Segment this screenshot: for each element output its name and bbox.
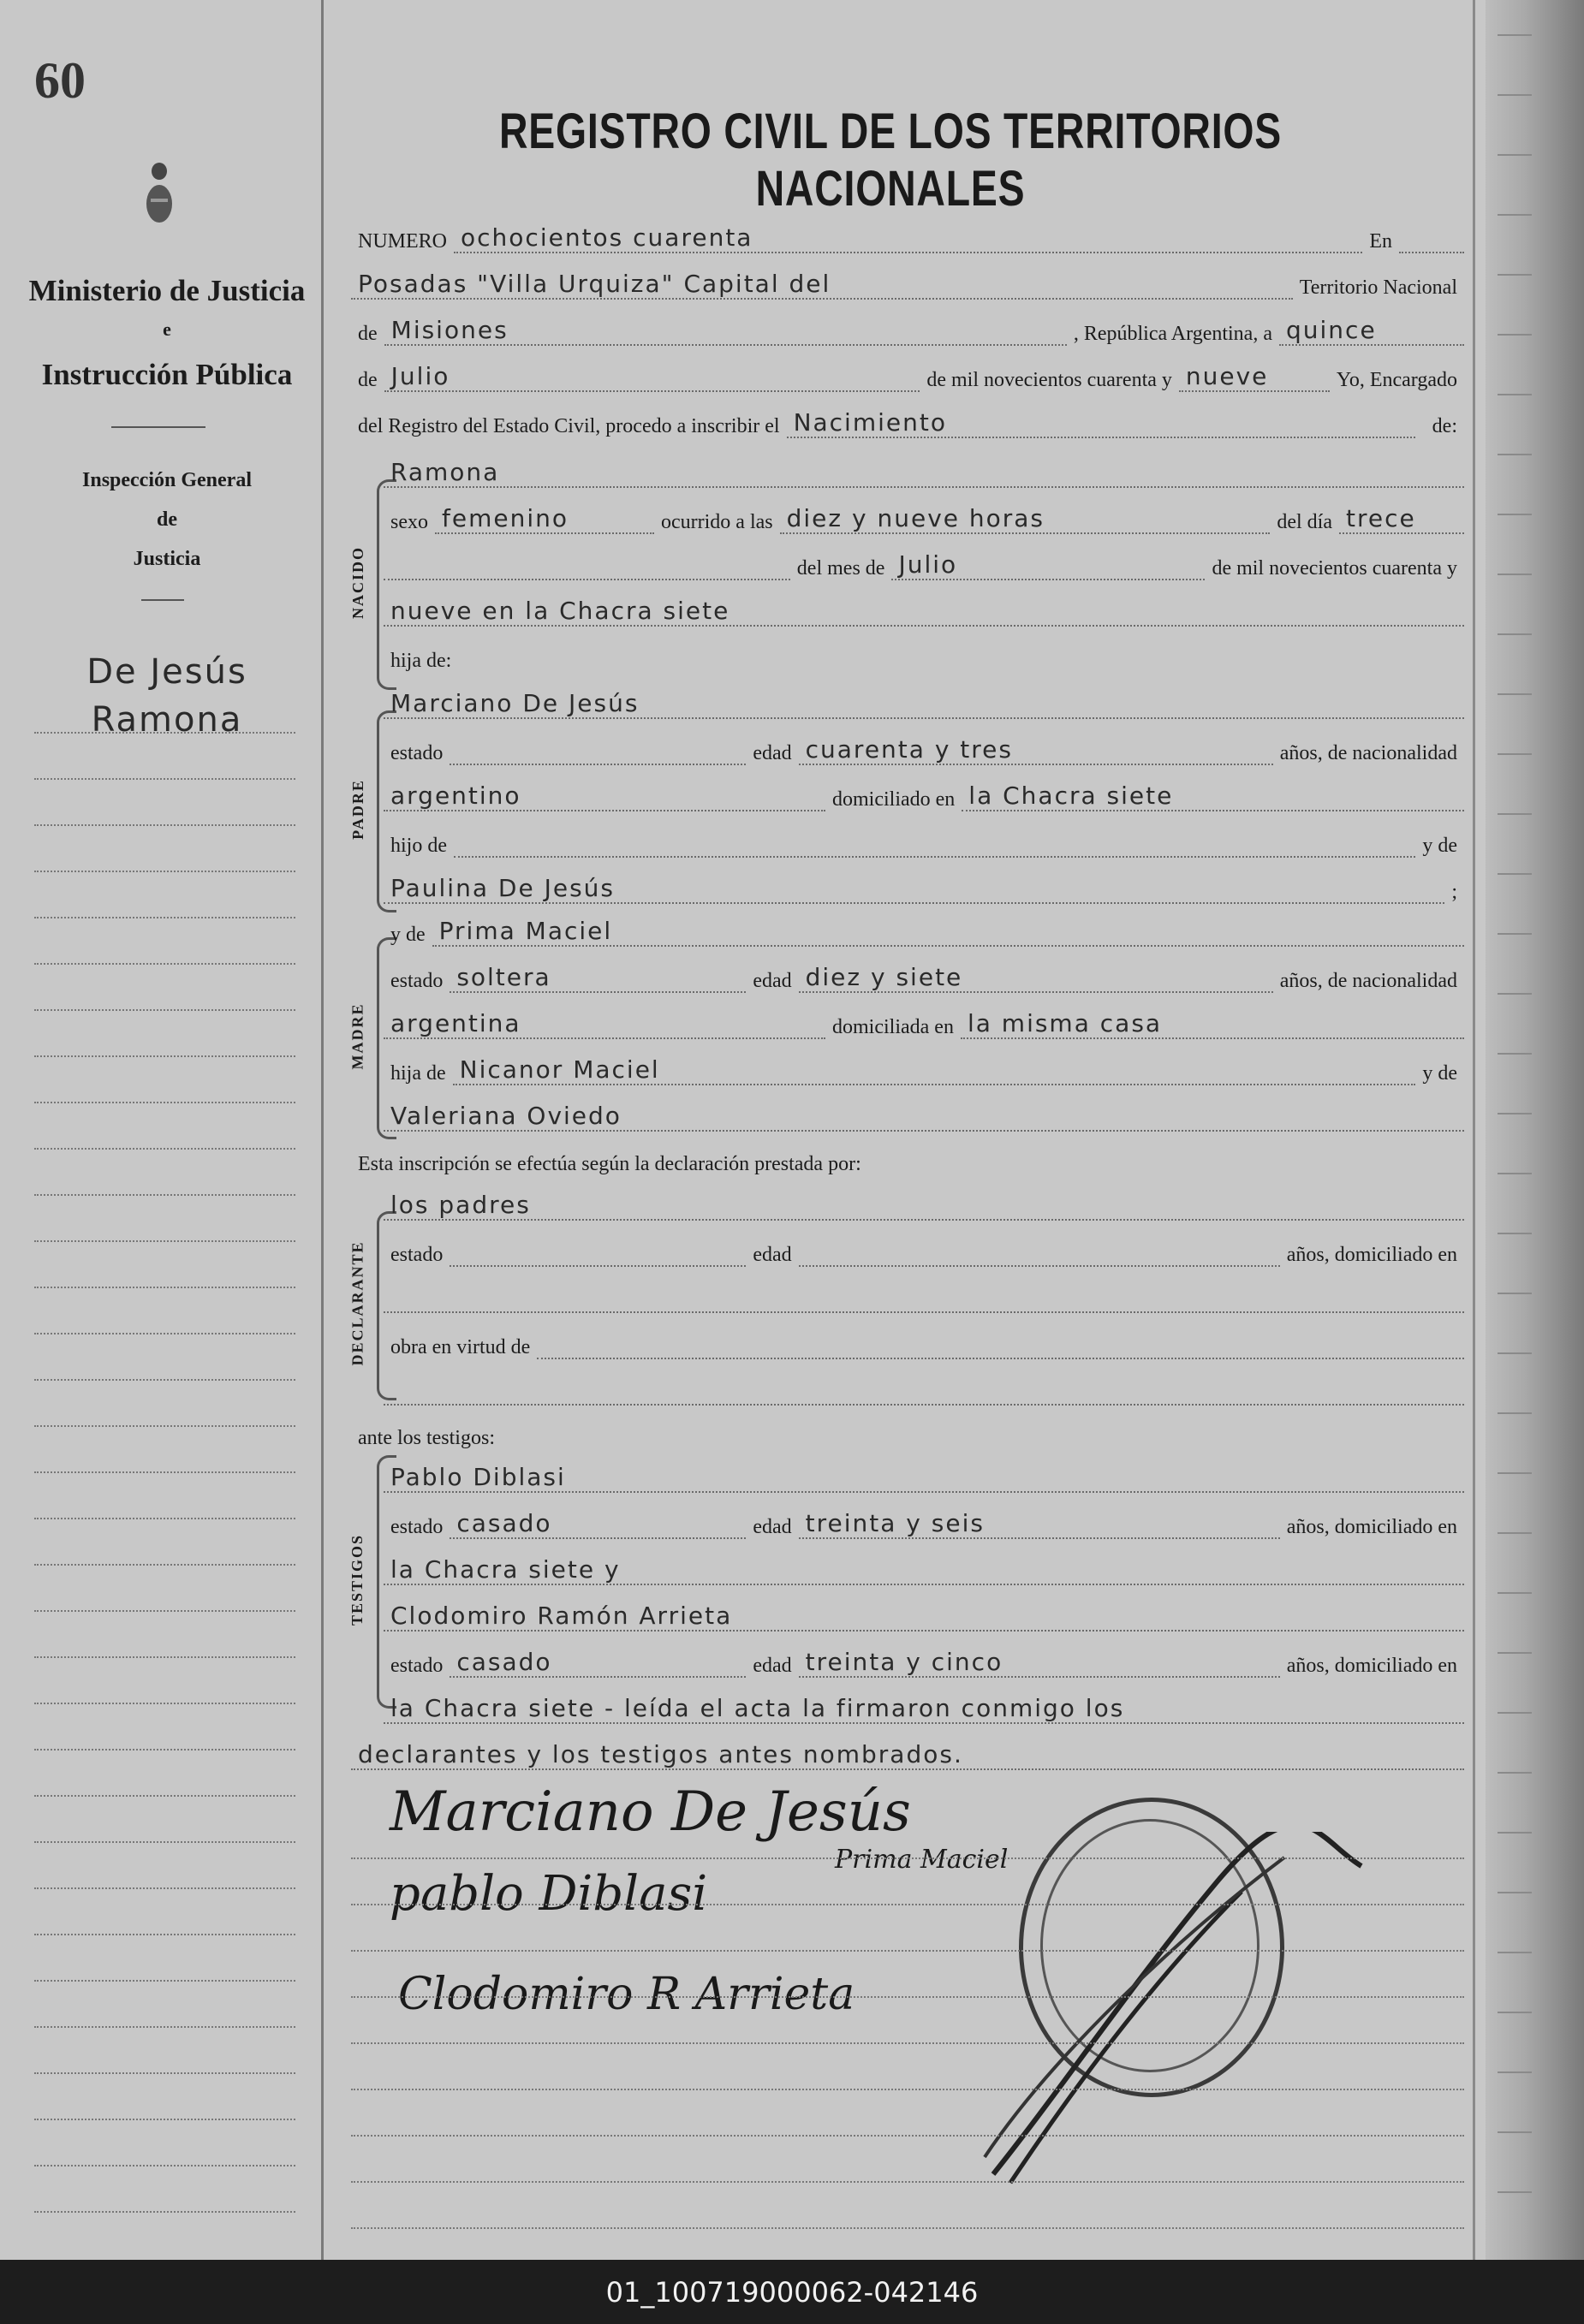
margin-rule (34, 2165, 295, 2166)
birth-year-place: nueve en la Chacra siete (384, 592, 1464, 627)
margin-rule (34, 1194, 295, 1196)
margin-rule (34, 2211, 295, 2213)
witness2-estado: casado (450, 1643, 746, 1678)
edge-mark (1498, 274, 1532, 276)
declarante-blank-row-2 (384, 1368, 1464, 1406)
signature-rule (351, 1857, 1464, 1859)
edge-mark (1498, 394, 1532, 395)
sex-value: femenino (435, 500, 654, 534)
numero-row: NUMERO ochocientos cuarenta En (351, 216, 1464, 253)
edge-mark (1498, 933, 1532, 935)
margin-rule (34, 824, 295, 826)
margin-rule (34, 1009, 295, 1011)
declarante-blank-row (384, 1275, 1464, 1313)
edge-mark (1498, 1233, 1532, 1234)
edge-mark (1498, 2131, 1532, 2133)
margin-rule (34, 2072, 295, 2074)
margin-given-name: Ramona (91, 700, 243, 740)
margin-rule (34, 1240, 295, 1242)
edge-mark (1498, 34, 1532, 36)
margin-rule (34, 1749, 295, 1750)
margin-rule (34, 1656, 295, 1658)
witness1-age: treinta y seis (799, 1505, 1280, 1539)
witness2-age: treinta y cinco (799, 1643, 1280, 1678)
nacido-year-row (384, 589, 1464, 627)
page-title: REGISTRO CIVIL DE LOS TERRITORIOS NACIONALES (498, 104, 1283, 217)
edge-mark (1498, 1832, 1532, 1834)
margin-rule (34, 2026, 295, 2028)
father-name: Marciano De Jesús (384, 685, 1464, 719)
edge-mark (1498, 633, 1532, 635)
act-row: del Registro del Estado Civil, procedo a inscribir el Nacimiento de: (351, 401, 1464, 438)
witness1-name: Pablo Diblasi (384, 1459, 1464, 1493)
madre-name-row: y de Prima Maciel (384, 909, 1464, 947)
margin-rule (34, 1703, 295, 1704)
closing-row (351, 1733, 1464, 1770)
margin-rule (34, 1610, 295, 1612)
signature-rule (351, 2227, 1464, 2229)
margin-rule (34, 1102, 295, 1103)
mother-name: Prima Maciel (432, 912, 1464, 947)
edge-mark (1498, 1952, 1532, 1953)
margin-rule (34, 1934, 295, 1935)
territory-value: Misiones (384, 312, 1067, 346)
margin-rule (34, 1887, 295, 1889)
folio-number: 60 (34, 52, 86, 109)
witness1-estado-row: estado casado edad treinta y seis años, domiciliado en (384, 1501, 1464, 1539)
margin-rule (34, 1148, 295, 1150)
margin-rule (34, 1795, 295, 1797)
numero-value: ochocientos cuarenta (454, 219, 1362, 253)
signature-rule (351, 2181, 1464, 2183)
witness1-estado: casado (450, 1505, 746, 1539)
edge-mark (1498, 1472, 1532, 1474)
closing-text: declarantes y los testigos antes nombrados. (351, 1736, 1464, 1770)
margin-surname: De Jesús (86, 652, 247, 692)
nacido-month-row: del mes de Julio de mil novecientos cuarenta y (384, 543, 1464, 580)
edge-mark (1498, 1652, 1532, 1654)
padre-name-row (384, 681, 1464, 719)
act-value: Nacimiento (787, 404, 1415, 438)
margin-rule (34, 871, 295, 872)
witness2-domicile-row (384, 1686, 1464, 1724)
edge-mark (1498, 334, 1532, 336)
territory-row: de Misiones , República Argentina, a quince (351, 308, 1464, 346)
edge-mark (1498, 1113, 1532, 1114)
coat-of-arms-icon (144, 159, 175, 226)
madre-nationality-row: argentina domiciliada en la misma casa (384, 1002, 1464, 1039)
mother-domicile: la misma casa (961, 1005, 1464, 1039)
edge-mark (1498, 154, 1532, 156)
edge-mark (1498, 873, 1532, 875)
right-border (1473, 0, 1475, 2260)
declarante-value-row (384, 1183, 1464, 1221)
madre-estado-row: estado soltera edad diez y siete años, de nacionalidad (384, 955, 1464, 993)
mother-estado: soltera (450, 959, 746, 993)
margin-divider-short-2 (141, 599, 184, 601)
margin-rule (34, 1333, 295, 1334)
signature-rule (351, 1950, 1464, 1952)
signature-mother: Prima Maciel (835, 1845, 1009, 1875)
witness1-domicile-row (384, 1548, 1464, 1585)
signature-rule (351, 1904, 1464, 1905)
edge-mark (1498, 454, 1532, 455)
place-value: Posadas "Villa Urquiza" Capital del (351, 265, 1293, 300)
signature-rule (351, 2042, 1464, 2044)
padre-nationality-row: argentino domiciliado en la Chacra siete (384, 774, 1464, 811)
margin-rule (34, 1564, 295, 1566)
witness2-name: Clodomiro Ramón Arrieta (384, 1597, 1464, 1632)
margin-rule (34, 1471, 295, 1473)
edge-mark (1498, 813, 1532, 815)
signature-witness-2: Clodomiro R Arrieta (398, 1969, 855, 2020)
edge-mark (1498, 2191, 1532, 2193)
edge-mark (1498, 214, 1532, 216)
margin-rule (34, 1379, 295, 1381)
nacido-side-label: NACIDO (348, 545, 366, 619)
birth-day-value: trece (1339, 500, 1464, 534)
declaracion-intro-row: Esta inscripción se efectúa según la declaración prestada por: (358, 1153, 861, 1175)
margin-rule (34, 963, 295, 965)
nacido-hija-row: hija de: (390, 650, 452, 672)
testigos-side-label: TESTIGOS (348, 1533, 366, 1626)
place-row: Posadas "Villa Urquiza" Capital del Territorio Nacional (351, 262, 1464, 300)
witness2-name-row (384, 1594, 1464, 1632)
margin-divider (321, 0, 324, 2260)
child-name: Ramona (384, 454, 1464, 488)
date-row: de Julio de mil novecientos cuarenta y nueve Yo, Encargado (351, 354, 1464, 392)
edge-mark (1498, 2071, 1532, 2073)
image-caption: 01_100719000062-042146 (0, 2260, 1584, 2324)
madre-side-label: MADRE (348, 1002, 366, 1069)
signature-rule (351, 1996, 1464, 1998)
margin-rule (34, 2119, 295, 2120)
edge-mark (1498, 993, 1532, 995)
padre-estado-row: estado edad cuarenta y tres años, de nacionalidad (384, 728, 1464, 765)
father-parents: Paulina De Jesús (384, 870, 1444, 904)
padre-parents-row: Paulina De Jesús ; (384, 866, 1464, 904)
margin-rule (34, 917, 295, 918)
padre-side-label: PADRE (348, 778, 366, 840)
margin-rule (34, 778, 295, 780)
edge-mark (1498, 1173, 1532, 1174)
edge-mark (1498, 2012, 1532, 2013)
mother-parent-1: Nicanor Maciel (453, 1051, 1416, 1085)
testigos-intro-row: ante los testigos: (358, 1427, 495, 1449)
edge-mark (1498, 1712, 1532, 1714)
edge-mark (1498, 1892, 1532, 1893)
edge-mark (1498, 693, 1532, 695)
edge-mark (1498, 1053, 1532, 1055)
birth-month-value: Julio (891, 546, 1205, 580)
edge-mark (1498, 574, 1532, 575)
edge-mark (1498, 1412, 1532, 1414)
signature-rule (351, 2089, 1464, 2090)
margin-rule (34, 1287, 295, 1288)
ministry-line-3: Instrucción Pública (41, 358, 293, 391)
edge-mark (1498, 753, 1532, 755)
declarante-estado-row: estado edad años, domiciliado en (384, 1229, 1464, 1267)
declarante-obra-row: obra en virtud de (384, 1322, 1464, 1359)
witness2-estado-row: estado casado edad treinta y cinco años, domiciliado en (384, 1640, 1464, 1678)
madre-parent2-row (384, 1094, 1464, 1132)
edge-mark (1498, 1293, 1532, 1294)
edge-mark (1498, 1772, 1532, 1774)
padre-hijo-row: hijo de y de (384, 820, 1464, 858)
ministry-line-2: e (163, 318, 171, 340)
father-age: cuarenta y tres (799, 731, 1273, 765)
page-edge (1486, 0, 1584, 2260)
registrar-signature-flourish (959, 1832, 1387, 2191)
edge-mark (1498, 94, 1532, 96)
margin-rule (34, 732, 295, 734)
edge-mark (1498, 514, 1532, 515)
nacido-name-row (384, 450, 1464, 488)
madre-hija-row: hija de Nicanor Maciel y de (384, 1048, 1464, 1085)
inspection-line-1: Inspección General (82, 469, 252, 491)
margin-rule (34, 1980, 295, 1982)
father-domicile: la Chacra siete (962, 777, 1464, 811)
declarante-value: los padres (384, 1186, 1464, 1221)
year-value: nueve (1179, 358, 1330, 392)
edge-mark (1498, 1352, 1532, 1354)
declarante-side-label: DECLARANTE (348, 1240, 366, 1366)
month-value: Julio (384, 358, 920, 392)
inspection-line-2: de (157, 508, 177, 531)
witness1-domicile: la Chacra siete y (384, 1551, 1464, 1585)
father-estado (450, 731, 746, 765)
nacido-sex-row: sexo femenino ocurrido a las diez y nueve horas del día trece (384, 496, 1464, 534)
inspection-line-3: Justicia (133, 548, 201, 570)
witness1-name-row (384, 1455, 1464, 1493)
witness2-domicile: la Chacra siete - leída el acta la firmaron conmigo los (384, 1690, 1464, 1724)
signature-father: Marciano De Jesús (390, 1780, 911, 1844)
mother-nationality: argentina (384, 1005, 825, 1039)
signature-rule (351, 2135, 1464, 2137)
edge-mark (1498, 1592, 1532, 1594)
margin-divider-short (111, 426, 205, 428)
father-nationality: argentino (384, 777, 825, 811)
margin-rule (34, 1518, 295, 1519)
hour-value: diez y nueve horas (780, 500, 1271, 534)
mother-parent-2: Valeriana Oviedo (384, 1097, 1464, 1132)
margin-rule (34, 1425, 295, 1427)
signature-witness-1: pablo Diblasi (390, 1866, 708, 1922)
mother-age: diez y siete (799, 959, 1273, 993)
margin-rule (34, 1055, 295, 1057)
day-value: quince (1279, 312, 1464, 346)
edge-mark (1498, 1532, 1532, 1534)
ministry-line-1: Ministerio de Justicia (28, 274, 306, 307)
margin-rule (34, 1841, 295, 1843)
